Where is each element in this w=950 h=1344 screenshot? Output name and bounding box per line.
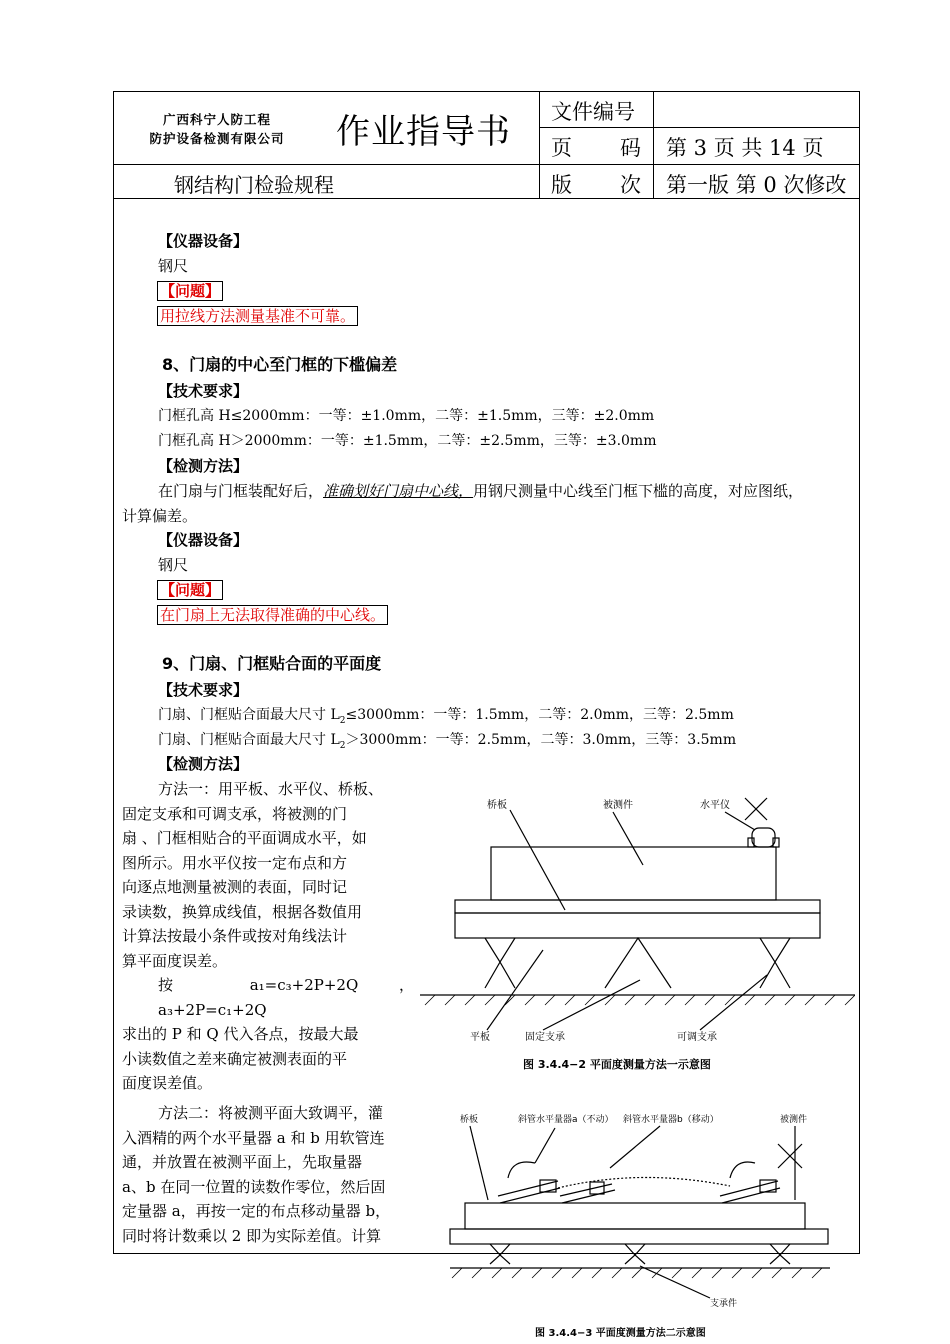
label-adjustable-support: 可调支承 xyxy=(677,1032,717,1043)
label-gauge-b: 斜管水平量器b（移动） xyxy=(623,1115,719,1125)
frame-left xyxy=(113,199,114,1254)
label-bridge: 桥板 xyxy=(460,1115,479,1125)
file-no-label: 文件编号 xyxy=(551,100,635,124)
sec7-problem: 用拉线方法测量基准不可靠。 xyxy=(157,306,358,326)
sec8-tech-heading: 【技术要求】 xyxy=(158,382,249,400)
page-label: 页 码 xyxy=(551,136,641,160)
label-support: 支承件 xyxy=(710,1299,738,1309)
sec8-equip: 钢尺 xyxy=(158,556,189,574)
sec8-title: 8、门扇的中心至门框的下槛偏差 xyxy=(162,355,398,374)
label-bridge: 桥板 xyxy=(487,800,507,811)
label-fixed-support: 固定支承 xyxy=(525,1032,565,1043)
label-level: 水平仪 xyxy=(700,800,730,811)
sec8-method-line1: 在门扇与门框装配好后，准确划好门扇中心线，用钢尺测量中心线至门框下槛的高度，对应图纸， xyxy=(158,482,804,500)
company-name xyxy=(122,110,312,148)
sec9-method-heading: 【检测方法】 xyxy=(158,755,249,773)
figure-caption-1: 图 3.4.4−2 平面度测量方法一示意图 xyxy=(523,1058,711,1071)
company-line-1: 广西科宁人防工程 xyxy=(162,112,271,127)
page-value: 第 3 页 共 14 页 xyxy=(666,136,824,160)
test-part-shape xyxy=(491,847,776,900)
sec8-req-1: 门框孔高 H≤2000mm：一等：±1.0mm，二等：±1.5mm，三等：±2.0mm xyxy=(158,408,655,424)
edition-label: 版 次 xyxy=(551,173,641,197)
formula: 按 a₁=c₃+2P+2Q ， a₃+2P=c₁+2Q xyxy=(158,976,414,1019)
sec8-equip-heading: 【仪器设备】 xyxy=(158,531,249,549)
label-test-part: 被测件 xyxy=(780,1115,808,1125)
label-plate: 平板 xyxy=(470,1032,490,1043)
bridge-shape xyxy=(455,900,820,913)
figure-flatness-method-one xyxy=(415,790,855,1075)
procedure-subtitle: 钢结构门检验规程 xyxy=(174,173,334,197)
sec8-method-heading: 【检测方法】 xyxy=(158,457,249,475)
header-table xyxy=(113,91,860,199)
gauge-a-shape xyxy=(498,1162,560,1203)
sec9-method-two: 方法二：将被测平面大致调平，灌 入酒精的两个水平量器 a 和 b 用软管连 通，并放置在被测平面上，先取量器 a、b 在同一位置的读数作零位，然后固 定量器 a，再按一定的布点移动量器 b， 同时将计数乘以 2 即为实际差值。计算 xyxy=(122,1104,391,1245)
plate-shape xyxy=(455,913,820,938)
level-shape xyxy=(752,828,775,847)
edition-value: 第一版 第 0 次修改 xyxy=(666,173,847,197)
bridge-shape xyxy=(450,1229,828,1244)
company-line-2: 防护设备检测有限公司 xyxy=(149,131,285,146)
sec9-tech-heading: 【技术要求】 xyxy=(158,681,249,699)
frame-right xyxy=(859,199,860,1254)
figure-flatness-method-two xyxy=(440,1108,840,1344)
sec8-problem-heading: 【问题】 xyxy=(157,580,223,600)
sec7-problem-heading: 【问题】 xyxy=(157,281,223,301)
sec8-problem: 在门扇上无法取得准确的中心线。 xyxy=(157,605,388,625)
sec9-req-2: 门扇、门框贴合面最大尺寸 $L_2>3000mm$：一等：2.5mm，二等：3.0mm，三等：3.5mm xyxy=(158,732,737,751)
adjustable-support xyxy=(760,938,790,988)
sec9-title: 9、门扇、门框贴合面的平面度 xyxy=(162,654,382,673)
gauge-b-shape xyxy=(720,1162,780,1203)
sec7-equip-heading: 【仪器设备】 xyxy=(158,232,249,250)
test-part-shape xyxy=(465,1203,805,1229)
sec9-method-one: 方法一：用平板、水平仪、桥板、 固定支承和可调支承，将被测的门 扇 、门框相贴合的平面调成水平，如 图所示。用水平仪按一定布点和方 向逐点地测量被测的表面，同时记 录读数，换算成线值，根据各数值用 计算法按最小条件或按对角线法计 算平面度误差。 按 a₁=c₃+2P+2Q ， a₃+2P=c₁+2Q 求出的 P 和 Q 代入各点，按最大最 小读数值之差来确定被测表面的平 面度误差值。 xyxy=(122,780,414,1092)
label-test-part: 被测件 xyxy=(603,800,633,811)
sec9-req-1: 门扇、门框贴合面最大尺寸 $L_2\le 3000mm$：一等：1.5mm，二等：2.0mm，三等：2.5mm xyxy=(158,707,734,726)
label-gauge-a: 斜管水平量器a（不动） xyxy=(518,1115,614,1125)
fixed-support-left xyxy=(485,938,515,988)
sec7-equip: 钢尺 xyxy=(158,257,189,275)
document-title: 作业指导书 xyxy=(336,112,511,152)
sec8-method-line2: 计算偏差。 xyxy=(122,507,198,525)
sec8-req-2: 门框孔高 H＞2000mm：一等：±1.5mm，二等：±2.5mm，三等：±3.0mm xyxy=(158,433,657,449)
figure-caption-2: 图 3.4.4−3 平面度测量方法二示意图 xyxy=(535,1328,706,1339)
sec8-method-emphasis: 准确划好门扇中心线， xyxy=(323,482,474,500)
